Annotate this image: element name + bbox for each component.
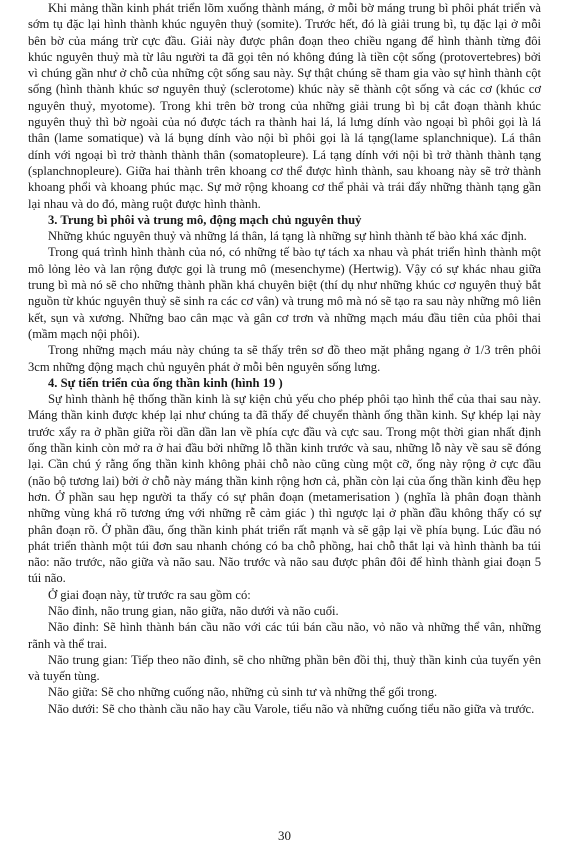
paragraph-metencephalon: Não dưới: Sẽ cho thành cầu não hay cầu Varole, tiểu não và những cuống tiểu não giữa và trước. <box>48 701 535 716</box>
document-page <box>28 0 541 717</box>
paragraph-brain-list: Não đỉnh, não trung gian, não giữa, não dưới và não cuối. <box>48 603 339 618</box>
paragraph-mesencephalon: Não giữa: Sẽ cho những cuống não, những củ sinh tư và những thể gối trong. <box>48 685 438 700</box>
paragraph-neural-tube: Sự hình thành hệ thống thần kinh là sự kiện chủ yếu cho phép phôi tạo hình thể của thai sau này. Máng thần kinh được khép lại như chúng ta đã thấy để chuyển thành ống thần kinh. Sự khép lại này trước xẩy ra ở phần giữa rồi dần dần lan về phía cực đầu và cực sau. Trong một thời gian nhất định ống thần kinh còn mở ra ở hai đầu bởi những lỗ thần kinh trước và sau, những lỗ này về sau sẽ đóng lại. Cần chú ý rằng ống thần kinh không phải chỗ nào cũng cùng một cỡ, ống này rộng ở cực đầu (não bộ tương lai) bởi ở chỗ này máng thần kinh rộng hơn cả, phần còn lại của ống thần kinh đều hẹp hơn. Ở phần sau hẹp người ta thấy có sự phân đoạn (metamerisation ) (nghĩa là phân đoạn thành những vùng khá rõ tương ứng với những rễ cảm giác ) thì ngược lại ở phần đầu không thấy có sự phân đoạn rõ. Ở phần đầu, ống thần kinh phát triển rất mạnh và sẽ gập lại về phía bụng. Lúc đầu nó phát triển thành một túi đơn sau nhanh chóng có ba chỗ phồng, hai chỗ thắt lại và hình thành ba túi não: não trước, não giữa và não sau. Não trước và não sau được phân đôi để hình thành giai đoạn 5 túi não. <box>28 392 541 586</box>
paragraph-stage-intro: Ở giai đoạn này, từ trước ra sau gồm có: <box>48 587 251 602</box>
page-number: 30 <box>278 828 291 843</box>
paragraph-mesenchyme: Trong quá trình hình thành của nó, có những tế bào tự tách xa nhau và phát triển hình thành một mô lỏng lẻo và lan rộng được gọi là trung mô (mesenchyme) (Hertwig). Vậy có sự khác nhau giữa trung bì mà nó sẽ cho những thành phần khá chuyên biệt (thí dụ như những khúc cơ nguyên thuỷ bắt nguồn từ khúc nguyên thuỷ sẽ sinh ra các cơ vân) và trung mô mà nó sẽ tạo ra sau này những mô liên kết, sụn và xương. Những bao cân mạc và gân cơ trơn và những mạch máu đầu tiên của phôi thai (mầm mạch nội phôi). <box>28 245 541 341</box>
section-heading-4: 4. Sự tiến triển của ống thần kinh (hình 19 ) <box>48 375 283 390</box>
paragraph-somite: Khi mảng thần kinh phát triển lõm xuống thành máng, ở mỗi bờ máng trung bì phôi phát triển và sớm tụ đặc lại hình thành khúc nguyên thuỷ (somite). Trước hết, đó là giải trung bì, tụ đặc lại ở mỗi bên bờ của máng trừ cực đầu. Giải này được phân đoạn theo chiều ngang để hình thành từng đôi khúc nguyên thuỷ mà từ lâu người ta đã gọi tên nó không đúng là tiền cột sống (protovertebres) bởi vì chúng gần như ở chỗ của những cột sống sau này. Sự thật chúng sẽ tham gia vào sự hình thành cột sống (hình thành khúc sơ nguyên thuỷ (sclerotome) khúc này sẽ thành cột sống và các cơ (khúc cơ nguyên thuỷ, myotome). Trong khi trên bờ trong của những giải trung bì bị cắt đoạn thành khúc nguyên thuỷ thì bờ ngoài của nó được tách ra thành hai lá, lá lưng dính vào ngoại bì phôi gọi là lá thân (lame somatique) và lá bụng dính vào nội bì phôi gọi là lá tạng(lame splanchnique). Lá thân dính với ngoại bì trở thành thành thân (somatopleure). Lá tạng dính với nội bì trở thành thành tạng (splanchnopleure). Giữa hai thành trên khoang cơ thể được hình thành, sau khoang này sẽ trở thành khoang phổi và khoang phúc mạc. Sự mở rộng khoang cơ thể phải và trái đẩy những thành tạng gần lại nhau và do đó, màng ruột được hình thành. <box>28 1 541 211</box>
paragraph-telencephalon: Não đỉnh: Sẽ hình thành bán cầu não với các túi bán cầu não, vỏ não và những thể vân, những rãnh và thể trai. <box>28 620 541 651</box>
paragraph-aorta: Trong những mạch máu này chúng ta sẽ thấy trên sơ đồ theo mặt phẳng ngang ở 1/3 trên phôi 3cm những động mạch chủ nguyên phát ở mỗi bên nguyên sống lưng. <box>28 343 541 374</box>
section-heading-3: 3. Trung bì phôi và trung mô, động mạch chủ nguyên thuỷ <box>48 212 362 227</box>
paragraph-diencephalon: Não trung gian: Tiếp theo não đỉnh, sẽ cho những phần bên đồi thị, thuỳ thần kinh của tuyến yên và tuyến tùng. <box>28 652 541 684</box>
paragraph-cell-formation: Những khúc nguyên thuỷ và những lá thân, lá tạng là những sự hình thành tế bào khá xác định. <box>48 229 527 244</box>
